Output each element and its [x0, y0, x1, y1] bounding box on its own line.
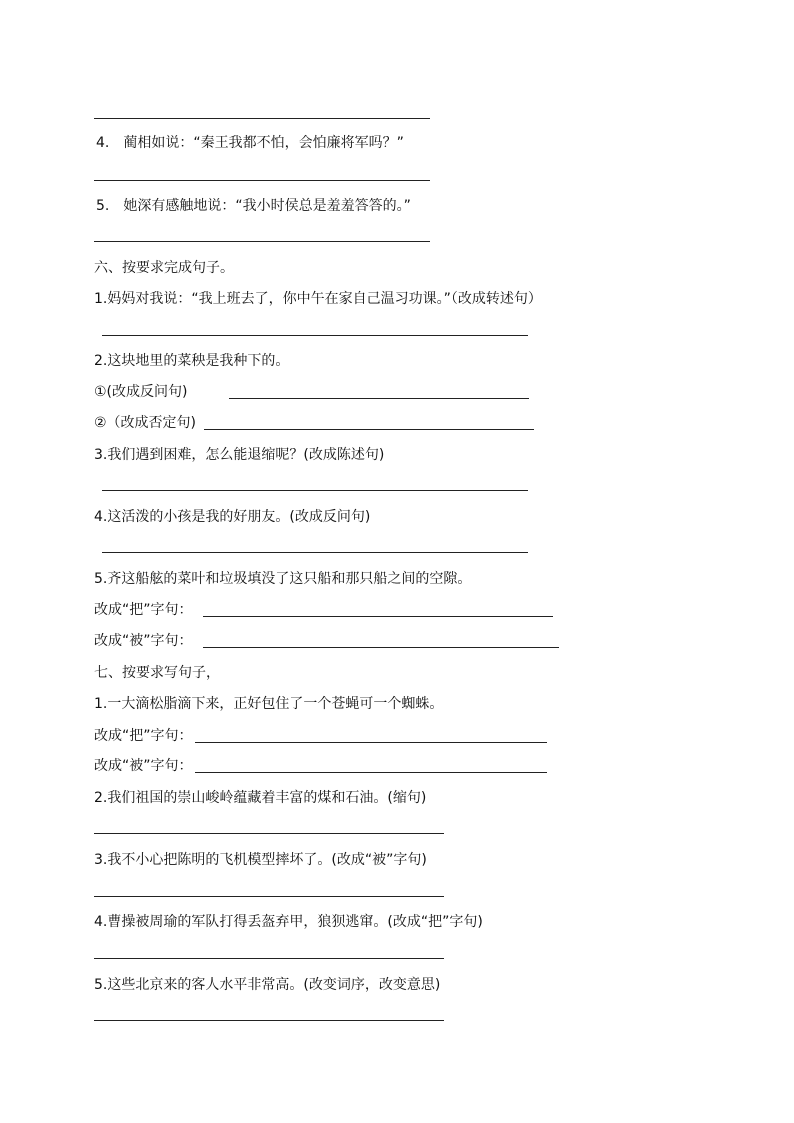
section-7-item-4: 4.曹操被周瑜的军队打得丢盔弃甲，狼狈逃窜。(改成“把”字句)	[94, 914, 483, 930]
section-7-item-1a-label: 改成“把”字句：	[94, 728, 193, 744]
section-7-item-3: 3.我不小心把陈明的飞机模型摔坏了。(改成“被”字句)	[94, 852, 427, 868]
answer-line[interactable]	[94, 241, 430, 242]
section-6-item-4: 4.这活泼的小孩是我的好朋友。(改成反问句)	[94, 509, 371, 525]
section-7-title: 七、按要求写句子，	[94, 665, 220, 681]
section-6-item-5: 5.齐这船舷的菜叶和垃圾填没了这只船和那只船之间的空隙。	[94, 571, 472, 587]
answer-line[interactable]	[94, 896, 444, 897]
answer-line[interactable]	[195, 742, 547, 743]
section-6-title: 六、按要求完成句子。	[94, 260, 234, 276]
section-7-item-1b-label: 改成“被”字句：	[94, 758, 193, 774]
section-6-item-1: 1.妈妈对我说：“我上班去了，你中午在家自己温习功课。”（改成转述句）	[94, 291, 542, 307]
section-7-item-1b-row	[94, 757, 547, 775]
answer-line[interactable]	[203, 647, 559, 648]
answer-line[interactable]	[94, 1020, 444, 1021]
answer-line[interactable]	[94, 958, 444, 959]
section-7-item-1a-row	[94, 727, 547, 745]
section-7-item-1: 1.一大滴松脂滴下来，正好包住了一个苍蝇可一个蜘蛛。	[94, 696, 444, 712]
answer-line[interactable]	[94, 833, 444, 834]
section-6-item-2b-row	[94, 414, 534, 432]
section-6-item-3: 3.我们遇到困难，怎么能退缩呢？(改成陈述句)	[94, 447, 385, 463]
section-7-item-2: 2.我们祖国的崇山峻岭蕴藏着丰富的煤和石油。(缩句)	[94, 790, 427, 806]
answer-line[interactable]	[229, 398, 529, 399]
answer-line[interactable]	[102, 552, 528, 553]
answer-line[interactable]	[204, 429, 534, 430]
answer-line[interactable]	[102, 335, 528, 336]
answer-line[interactable]	[94, 180, 430, 181]
section-6-item-5b-row	[94, 632, 559, 650]
section-6-item-2a-row	[94, 383, 529, 401]
answer-line[interactable]	[195, 772, 547, 773]
question-5: 5. 她深有感触地说：“我小时侯总是羞羞答答的。”	[96, 198, 411, 214]
section-6-item-5a-label: 改成“把”字句：	[94, 602, 193, 618]
answer-line[interactable]	[102, 490, 528, 491]
section-6-item-2b-label: ②（改成否定句)	[94, 415, 197, 431]
section-6-item-2a-label: ①(改成反问句)	[94, 384, 188, 400]
section-7-item-5: 5.这些北京来的客人水平非常高。(改变词序，改变意思)	[94, 977, 441, 993]
answer-line[interactable]	[94, 118, 430, 119]
section-6-item-2: 2.这块地里的菜秧是我种下的。	[94, 353, 290, 369]
question-4: 4. 蔺相如说：“秦王我都不怕，会怕廉将军吗？”	[96, 135, 404, 151]
section-6-item-5a-row	[94, 601, 553, 619]
answer-line[interactable]	[203, 616, 553, 617]
section-6-item-5b-label: 改成“被”字句：	[94, 633, 193, 649]
